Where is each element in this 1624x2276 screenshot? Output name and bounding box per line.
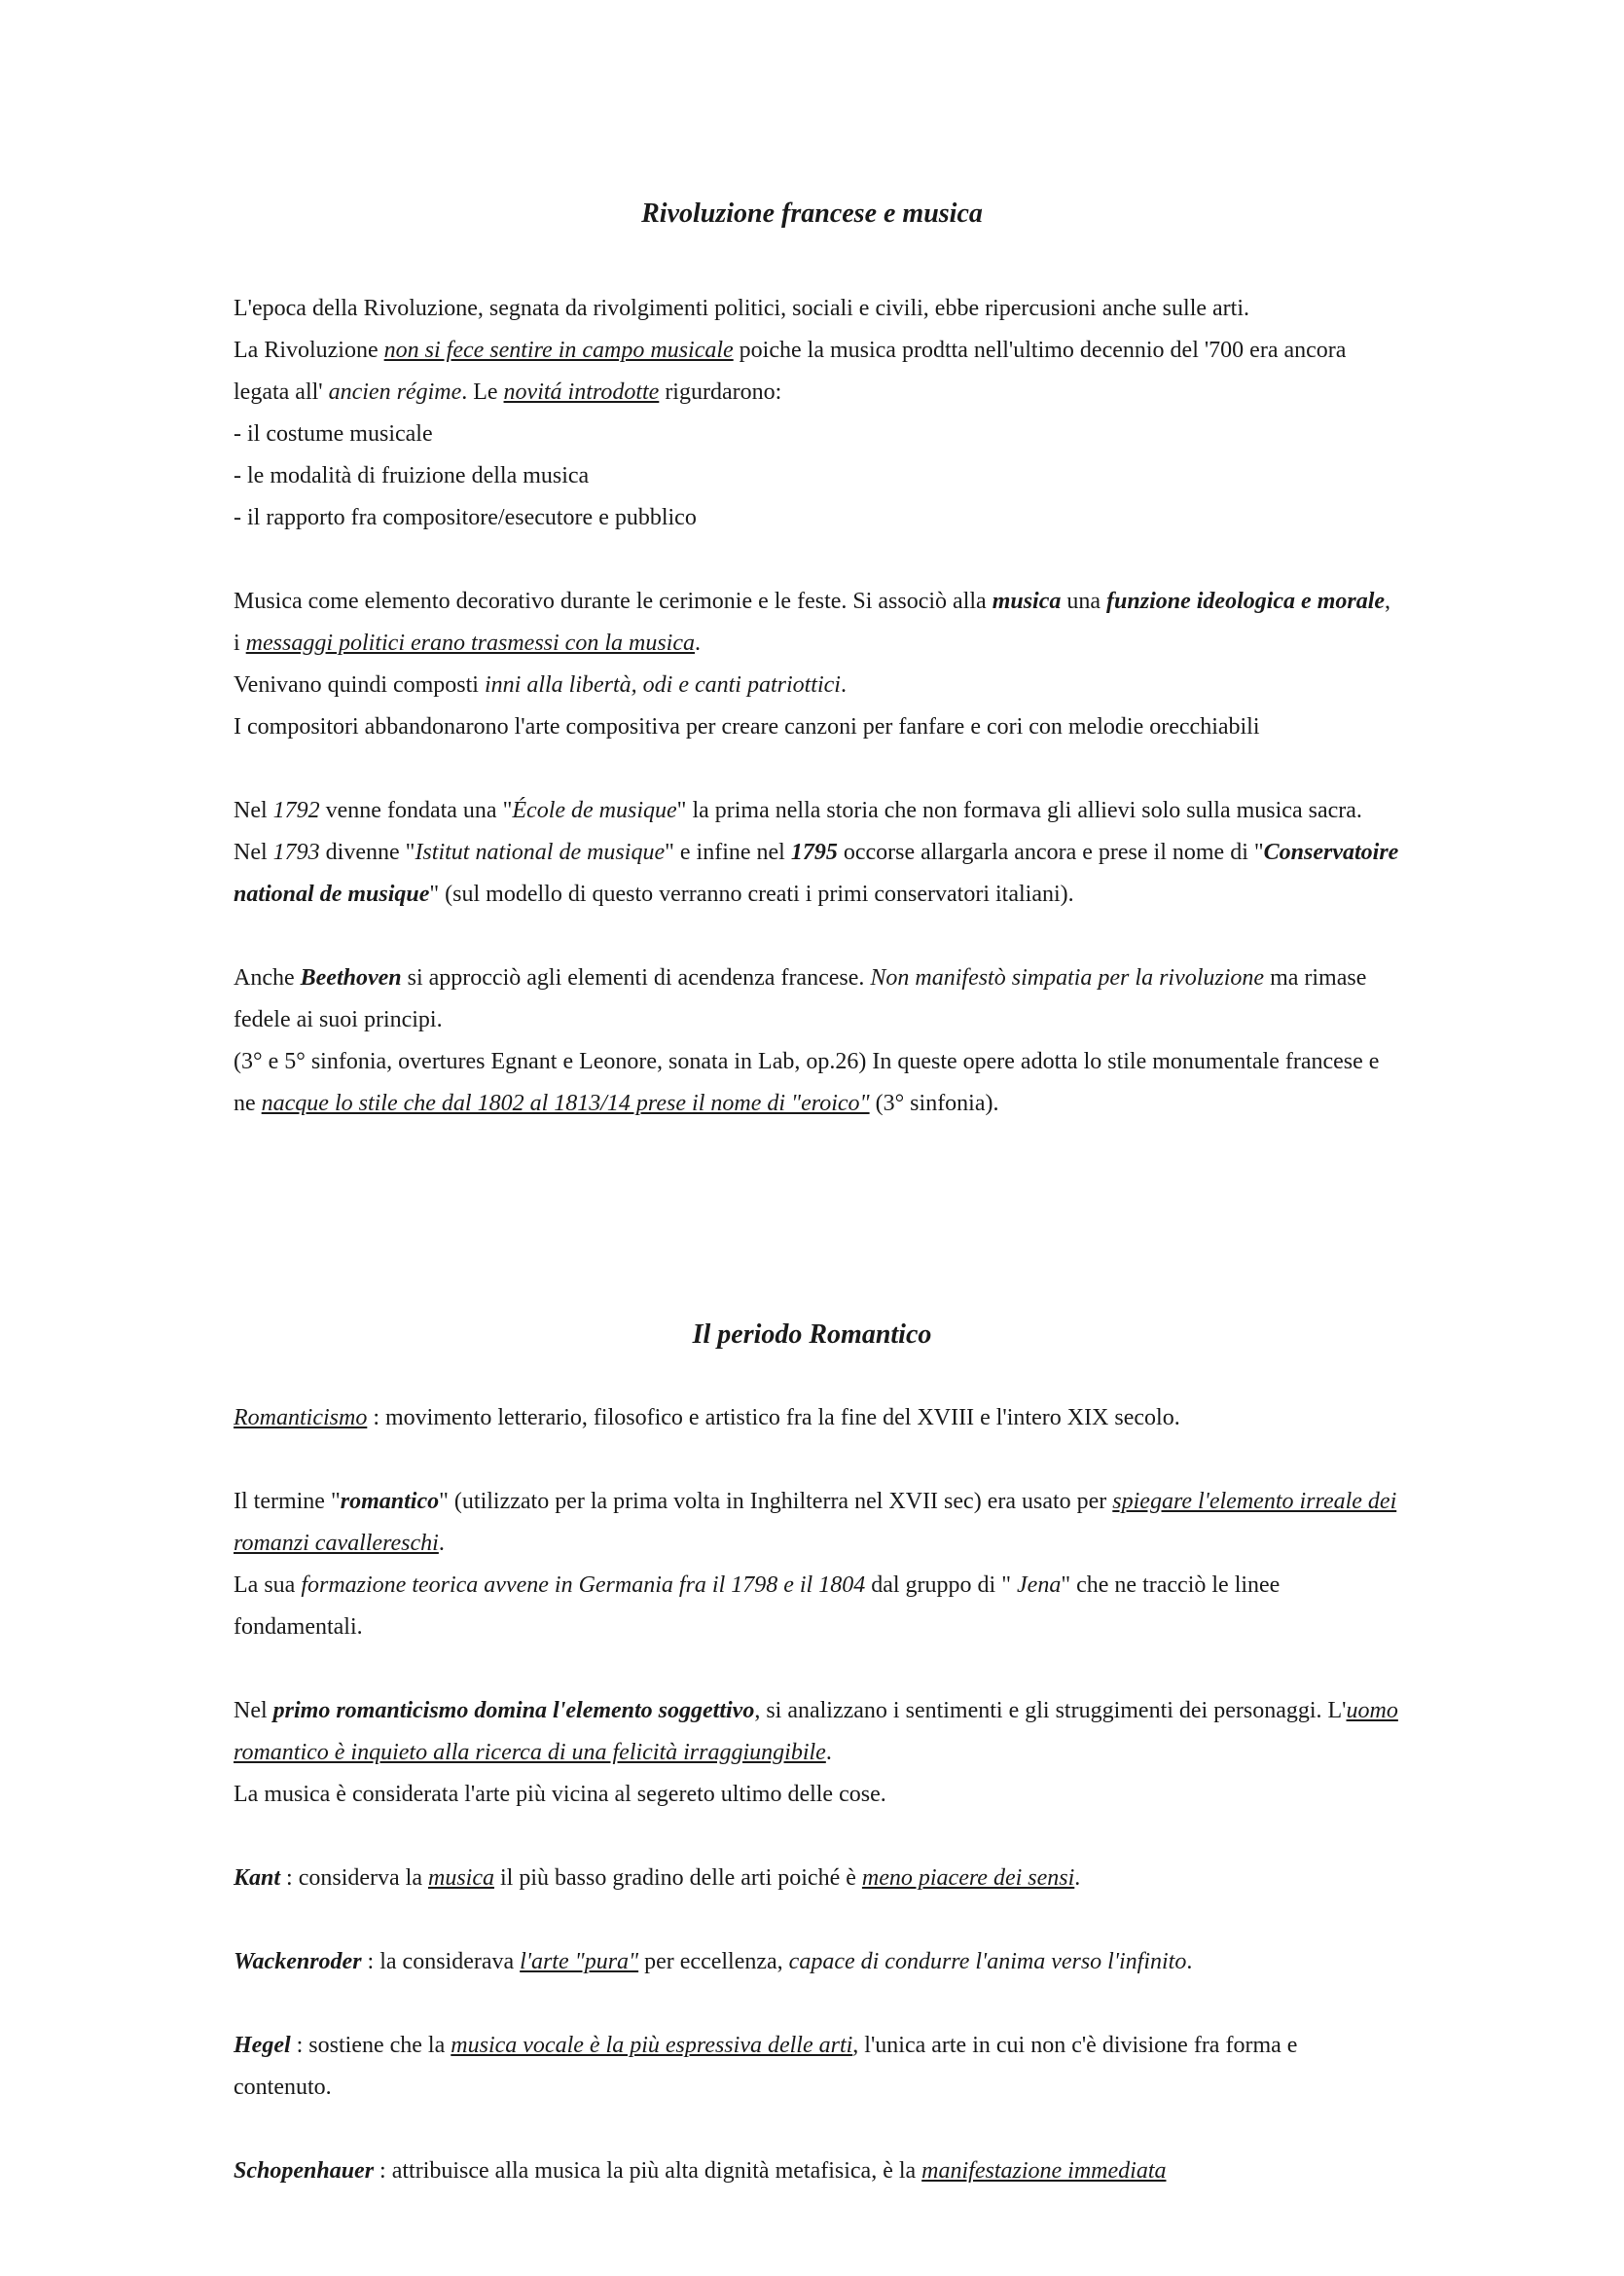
paragraph-hegel: Hegel : sostiene che la musica vocale è la più espressiva delle arti, l'unica arte in cui non c'è divisione fra forma e contenuto.	[234, 2033, 1298, 2100]
paragraph-intro: L'epoca della Rivoluzione, segnata da rivolgimenti politici, sociali e civili, ebbe ripercusioni anche sulle arti.	[234, 296, 1249, 321]
paragraph-primo-romanticismo: Nel primo romanticismo domina l'elemento soggettivo, si analizzano i sentimenti e gli struggimenti dei personaggi. L'uomo romantico è inquieto alla ricerca di una felicità irraggiungibile.	[234, 1698, 1398, 1765]
paragraph-sinfonie: (3° e 5° sinfonia, overtures Egnant e Leonore, sonata in Lab, op.26) In queste opere adotta lo stile monumentale francese e ne nacque lo stile che dal 1802 al 1813/14 prese il nome di "eroico" (3° sinfonia).	[234, 1049, 1380, 1116]
paragraph-musica-arte: La musica è considerata l'arte più vicina al segereto ultimo delle cose.	[234, 1782, 886, 1807]
list-item: - il costume musicale	[234, 421, 433, 447]
list-item: - il rapporto fra compositore/esecutore e pubblico	[234, 505, 697, 530]
paragraph-wackenroder: Wackenroder : la considerava l'arte "pura" per eccellenza, capace di condurre l'anima verso l'infinito.	[234, 1949, 1193, 1974]
paragraph-schopenhauer: Schopenhauer : attribuisce alla musica la più alta dignità metafisica, è la manifestazione immediata	[234, 2158, 1167, 2184]
paragraph-romanticismo: Romanticismo : movimento letterario, filosofico e artistico fra la fine del XVIII e l'intero XIX secolo.	[234, 1405, 1180, 1430]
paragraph-kant: Kant : considerva la musica il più basso gradino delle arti poiché è meno piacere dei sensi.	[234, 1865, 1081, 1891]
section-romantico	[234, 1397, 1401, 2192]
paragraph-termine-romantico: Il termine "romantico" (utilizzato per la prima volta in Inghilterra nel XVII sec) era usato per spiegare l'elemento irreale dei romanzi cavallereschi.	[234, 1489, 1397, 1556]
paragraph-compositori: I compositori abbandonarono l'arte compositiva per creare canzoni per fanfare e cori con melodie orecchiabili	[234, 714, 1260, 740]
paragraph-conservatoire: Nel 1792 venne fondata una "École de musique" la prima nella storia che non formava gli allievi solo sulla musica sacra. Nel 1793 divenne "Istitut national de musique" e infine nel 1795 occorse allargarla ancora e prese il nome di "Conservatoire national de musique" (sul modello di questo verranno creati i primi conservatori italiani).	[234, 798, 1399, 907]
section-title-romantico: Il periodo Romantico	[692, 1319, 932, 1350]
paragraph-inni: Venivano quindi composti inni alla libertà, odi e canti patriottici.	[234, 672, 847, 698]
section-title-rivoluzione: Rivoluzione francese e musica	[641, 199, 983, 229]
paragraph-beethoven: Anche Beethoven si approcciò agli elementi di acendenza francese. Non manifestò simpatia per la rivoluzione ma rimase fedele ai suoi principi.	[234, 965, 1367, 1032]
paragraph-musica-decorativa: Musica come elemento decorativo durante le cerimonie e le feste. Si associò alla musica una funzione ideologica e morale, i messaggi politici erano trasmessi con la musica.	[234, 589, 1391, 656]
paragraph-rivoluzione: La Rivoluzione non si fece sentire in campo musicale poiche la musica prodtta nell'ultimo decennio del '700 era ancora legata all' ancien régime. Le novitá introdotte rigurdarono:	[234, 338, 1347, 405]
list-item: - le modalità di fruizione della musica	[234, 463, 590, 488]
section-rivoluzione	[234, 288, 1401, 1125]
paragraph-jena: La sua formazione teorica avvene in Germania fra il 1798 e il 1804 dal gruppo di " Jena" che ne tracciò le linee fondamentali.	[234, 1572, 1281, 1640]
